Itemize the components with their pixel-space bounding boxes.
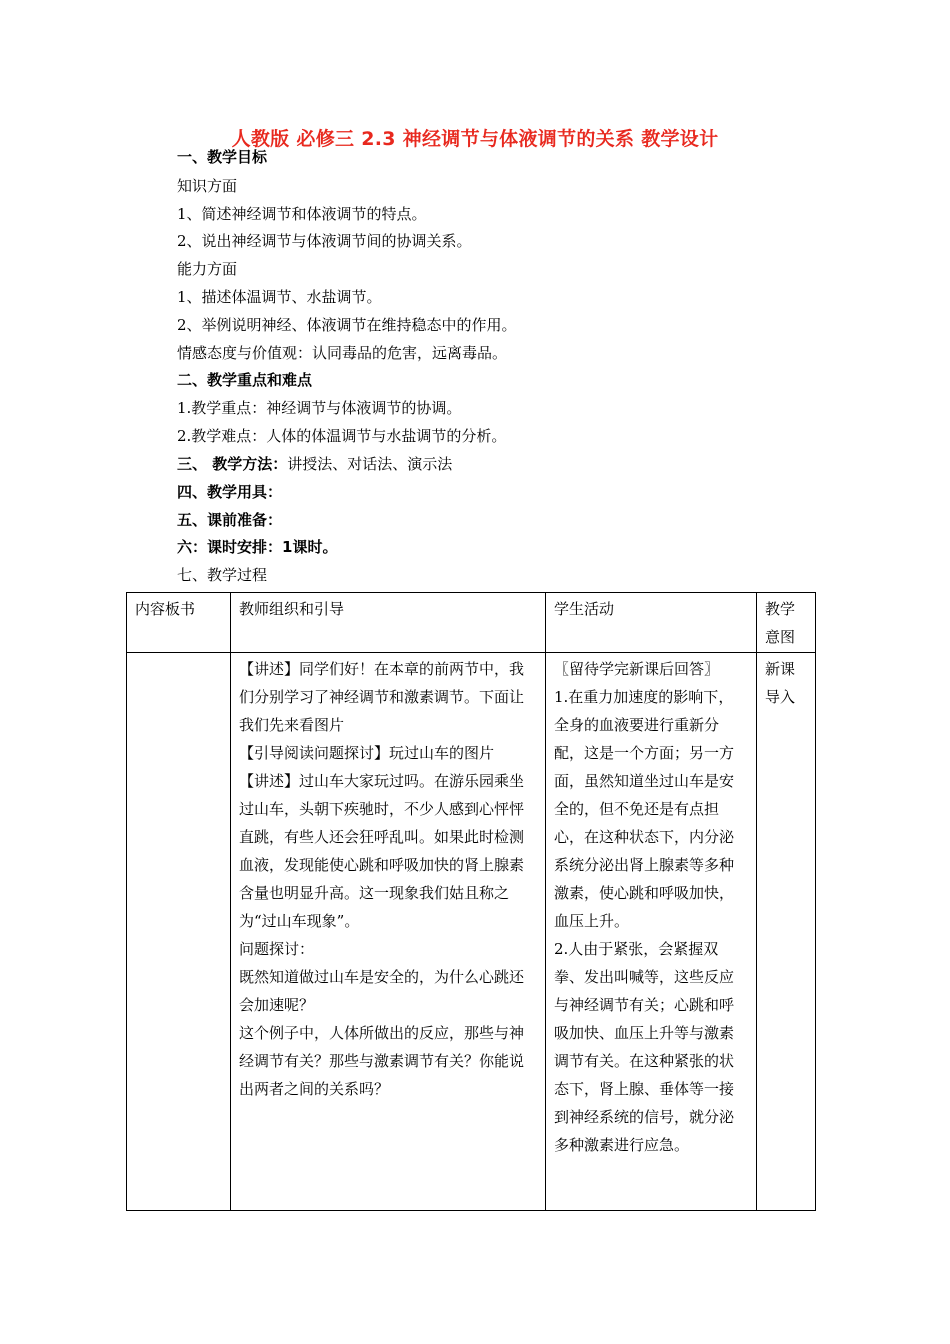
cell-student-activity <box>546 653 757 1211</box>
header-teacher-guidance: 教师组织和引导 <box>231 593 546 653</box>
header-student-activity: 学生活动 <box>546 593 757 653</box>
teacher-paragraph: 【引导阅读问题探讨】玩过山车的图片 <box>239 744 495 762</box>
key-point: 1.教学重点：神经调节与体液调节的协调。 <box>177 399 462 417</box>
header-content-board: 内容板书 <box>127 593 231 653</box>
teaching-method-value: 讲授法、对话法、演示法 <box>287 455 453 473</box>
teaching-process-table <box>126 592 816 1211</box>
difficult-point: 2.教学难点：人体的体温调节与水盐调节的分析。 <box>177 427 507 445</box>
student-paragraph: 2.人由于紧张，会紧握双拳、发出叫喊等，这些反应与神经调节有关；心跳和呼吸加快、血压上升等与激素调节有关。在这种紧张的状态下，肾上腺、垂体等一接到神经系统的信号，就分泌多种激素进行应急。 <box>554 940 735 1154</box>
attitude-values: 情感态度与价值观：认同毒品的危害，远离毒品。 <box>177 344 508 362</box>
student-paragraph: 〖留待学完新课后回答〗 <box>554 660 720 678</box>
teacher-paragraph: 这个例子中，人体所做出的反应，那些与神经调节有关？那些与激素调节有关？你能说出两者之间的关系吗？ <box>239 1024 525 1098</box>
teacher-paragraph: 问题探讨： <box>239 940 315 958</box>
header-teaching-intent: 教学意图 <box>757 593 816 653</box>
cell-teacher-guidance <box>231 653 546 1211</box>
teacher-paragraph: 【讲述】过山车大家玩过吗。在游乐园乘坐过山车，头朝下疾驰时，不少人感到心怦怦直跳，有些人还会狂呼乱叫。如果此时检测血液，发现能使心跳和呼吸加快的肾上腺素含量也明显升高。这一现象我们姑且称之为“过山车现象”。 <box>239 772 525 930</box>
knowledge-item-1: 1、简述神经调节和体液调节的特点。 <box>177 205 427 223</box>
teaching-tools-heading: 四、教学用具： <box>177 483 283 501</box>
knowledge-aspect-label: 知识方面 <box>177 177 238 195</box>
table-row <box>127 653 816 1211</box>
cell-content-board <box>127 653 231 1211</box>
pre-class-prep-heading: 五、课前准备： <box>177 511 283 529</box>
class-schedule-heading: 六：课时安排：1课时。 <box>177 538 338 556</box>
section-objectives-heading: 一、教学目标 <box>177 148 268 166</box>
student-paragraph: 1.在重力加速度的影响下，全身的血液要进行重新分配，这是一个方面；另一方面，虽然知道坐过山车是安全的，但不免还是有点担心，在这种状态下，内分泌系统分泌出肾上腺素等多种激素，使心跳和呼吸加快，血压上升。 <box>554 688 735 930</box>
teaching-method-line <box>177 455 452 473</box>
ability-aspect-label: 能力方面 <box>177 260 238 278</box>
table-header-row <box>127 593 816 653</box>
cell-teaching-intent: 新课导入 <box>757 653 816 1211</box>
teaching-process-heading: 七、教学过程 <box>177 566 268 584</box>
ability-item-1: 1、描述体温调节、水盐调节。 <box>177 288 382 306</box>
document-title: 人教版 必修三 2.3 神经调节与体液调节的关系 教学设计 <box>231 128 719 150</box>
knowledge-item-2: 2、说出神经调节与体液调节间的协调关系。 <box>177 232 472 250</box>
teacher-paragraph: 既然知道做过山车是安全的，为什么心跳还会加速呢？ <box>239 968 525 1014</box>
teacher-paragraph: 【讲述】同学们好！在本章的前两节中，我们分别学习了神经调节和激素调节。下面让我们先来看图片 <box>239 660 525 734</box>
teaching-method-label: 三、 教学方法： <box>177 455 288 473</box>
ability-item-2: 2、举例说明神经、体液调节在维持稳态中的作用。 <box>177 316 517 334</box>
section-keypoints-heading: 二、教学重点和难点 <box>177 371 313 389</box>
